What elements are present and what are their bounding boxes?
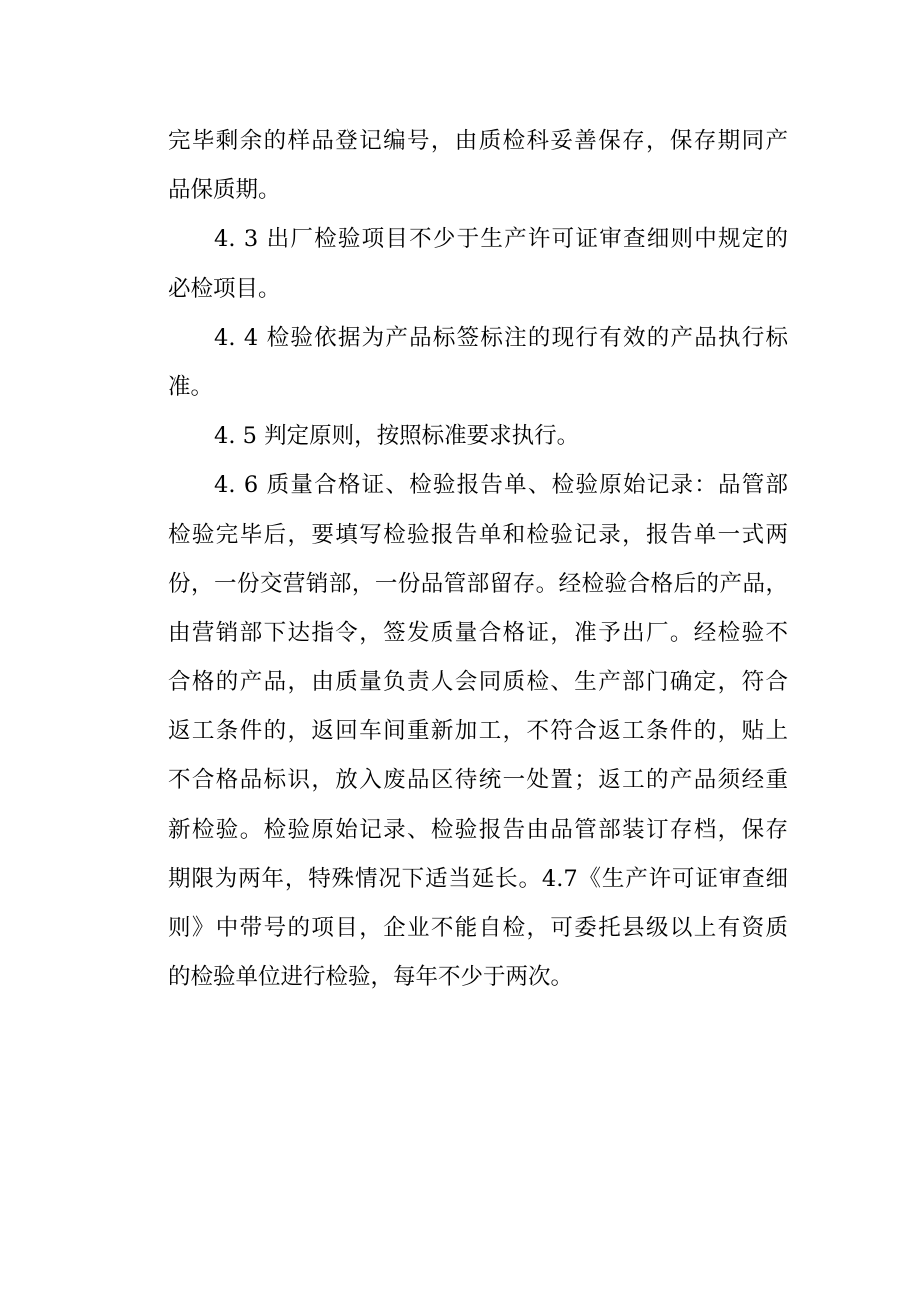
text-line: 4. 4 检验依据为产品标签标注的现行有效的产品执行标 (214, 324, 788, 351)
text-line: 4. 3 出厂检验项目不少于生产许可证审查细则中规定的 (214, 226, 788, 253)
text-line: 返工条件的，返回车间重新加工，不符合返工条件的，贴上 (168, 718, 788, 745)
text-line: 合格的产品，由质量负责人会同质检、生产部门确定，符合 (168, 669, 788, 696)
text-line: 完毕剩余的样品登记编号，由质检科妥善保存，保存期同产 (168, 128, 788, 154)
text-line: 新检验。检验原始记录、检验报告由品管部装订存档，保存 (168, 816, 788, 843)
text-line: 4. 5 判定原则，按照标准要求执行。 (214, 423, 580, 450)
text-line: 检验完毕后，要填写检验报告单和检验记录，报告单一式两 (168, 521, 788, 548)
text-line: 不合格品标识，放入废品区待统一处置；返工的产品须经重 (168, 767, 788, 794)
text-line: 品保质期。 (168, 177, 281, 204)
text-line: 的检验单位进行检验，每年不少于两次。 (168, 964, 574, 991)
text-line: 由营销部下达指令，签发质量合格证，准予出厂。经检验不 (168, 619, 788, 646)
text-line: 4. 6 质量合格证、检验报告单、检验原始记录：品管部 (214, 472, 788, 499)
document-body (168, 117, 788, 1002)
text-line: 必检项目。 (168, 275, 281, 302)
text-line: 期限为两年，特殊情况下适当延长。4.7《生产许可证审查细 (168, 865, 788, 892)
text-line: 则》中带号的项目，企业不能自检，可委托县级以上有资质 (168, 915, 788, 941)
text-line: 份，一份交营销部，一份品管部留存。经检验合格后的产品， (168, 570, 788, 597)
text-line: 准。 (168, 373, 214, 400)
